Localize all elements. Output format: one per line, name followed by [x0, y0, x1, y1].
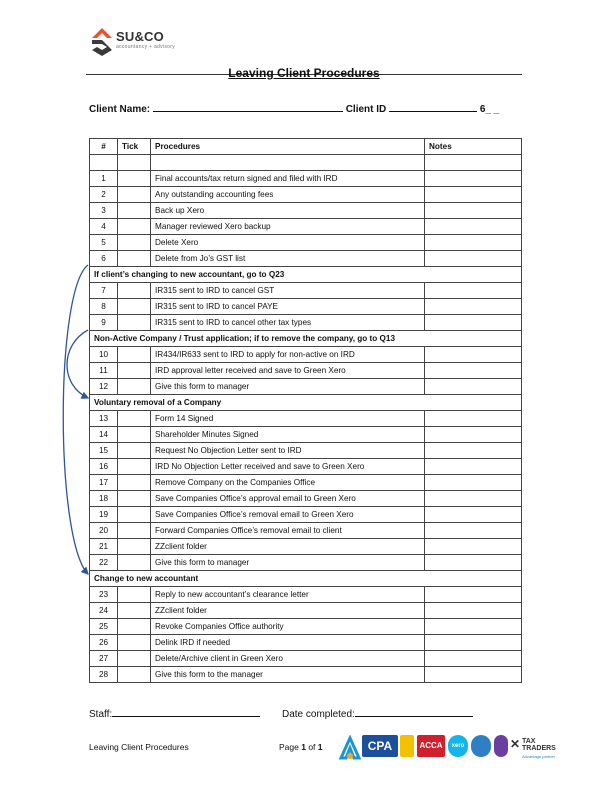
- procedure-text: Request No Objection Letter sent to IRD: [151, 443, 425, 459]
- cpa-badge: CPA: [362, 735, 398, 757]
- table-row: [90, 347, 522, 363]
- procedure-text: ZZclient folder: [151, 603, 425, 619]
- client-id-field[interactable]: [389, 101, 477, 112]
- table-row: [90, 363, 522, 379]
- table-row: [90, 667, 522, 683]
- notes-cell[interactable]: [425, 315, 522, 331]
- client-name-label: Client Name:: [89, 104, 151, 115]
- header-num: #: [90, 139, 118, 155]
- row-number: 7: [90, 283, 118, 299]
- procedure-text: Any outstanding accounting fees: [151, 187, 425, 203]
- row-number: 3: [90, 203, 118, 219]
- row-number: 16: [90, 459, 118, 475]
- footer-page-number: [279, 742, 323, 752]
- row-number: 14: [90, 427, 118, 443]
- tick-cell[interactable]: [118, 651, 151, 667]
- table-row: [90, 555, 522, 571]
- section-header-row: [90, 331, 522, 347]
- page-total: 1: [317, 742, 323, 752]
- procedure-text: Give this form to manager: [151, 379, 425, 395]
- row-number: 2: [90, 187, 118, 203]
- notes-cell[interactable]: [425, 587, 522, 603]
- procedure-text: IR315 sent to IRD to cancel GST: [151, 283, 425, 299]
- notes-cell[interactable]: [425, 427, 522, 443]
- row-number: 9: [90, 315, 118, 331]
- section-header-row: [90, 571, 522, 587]
- procedure-text: Delink IRD if needed: [151, 635, 425, 651]
- table-row: [90, 635, 522, 651]
- procedure-text: Delete/Archive client in Green Xero: [151, 651, 425, 667]
- notes-cell[interactable]: [425, 251, 522, 267]
- procedure-text: IR315 sent to IRD to cancel other tax types: [151, 315, 425, 331]
- section-header-row: [90, 267, 522, 283]
- procedure-text: Shareholder Minutes Signed: [151, 427, 425, 443]
- row-number: 15: [90, 443, 118, 459]
- procedure-text: IR315 sent to IRD to cancel PAYE: [151, 299, 425, 315]
- tax-traders-x-icon: ✕: [510, 737, 521, 751]
- tick-cell[interactable]: [118, 475, 151, 491]
- blank-cell: [151, 155, 425, 171]
- tick-cell[interactable]: [118, 443, 151, 459]
- row-number: 12: [90, 379, 118, 395]
- tick-cell[interactable]: [118, 427, 151, 443]
- notes-cell[interactable]: [425, 411, 522, 427]
- notes-cell[interactable]: [425, 219, 522, 235]
- blank-row: [90, 155, 522, 171]
- staff-label: Staff:: [89, 709, 113, 720]
- table-row: [90, 507, 522, 523]
- page-num: 1: [301, 742, 306, 752]
- row-number: 11: [90, 363, 118, 379]
- date-signoff: [282, 706, 473, 720]
- notes-cell[interactable]: [425, 363, 522, 379]
- tick-cell[interactable]: [118, 459, 151, 475]
- tick-cell[interactable]: [118, 619, 151, 635]
- notes-cell[interactable]: [425, 171, 522, 187]
- procedure-text: Give this form to the manager: [151, 667, 425, 683]
- notes-cell[interactable]: [425, 555, 522, 571]
- table-row: [90, 203, 522, 219]
- client-line: [89, 101, 499, 115]
- section-title: If client’s changing to new accountant, go to Q23: [90, 267, 522, 283]
- procedure-text: Save Companies Office’s approval email to Green Xero: [151, 491, 425, 507]
- table-row: [90, 475, 522, 491]
- procedure-text: Forward Companies Office’s removal email to client: [151, 523, 425, 539]
- logo-text: SU&CO: [116, 29, 164, 44]
- tick-cell[interactable]: [118, 347, 151, 363]
- row-number: 13: [90, 411, 118, 427]
- row-number: 18: [90, 491, 118, 507]
- header-tick: Tick: [118, 139, 151, 155]
- table-row: [90, 523, 522, 539]
- advisor-badge-icon: [471, 735, 491, 757]
- xero-badge: xero: [448, 735, 468, 757]
- notes-cell[interactable]: [425, 347, 522, 363]
- row-number: 10: [90, 347, 118, 363]
- blank-cell: [425, 155, 522, 171]
- tick-cell[interactable]: [118, 411, 151, 427]
- table-row: [90, 315, 522, 331]
- notes-cell[interactable]: [425, 459, 522, 475]
- arrow-q6-to-q23: [63, 265, 88, 574]
- tick-cell[interactable]: [118, 587, 151, 603]
- row-number: 1: [90, 171, 118, 187]
- table-row: [90, 651, 522, 667]
- ca-logo-icon: [338, 735, 362, 761]
- row-number: 26: [90, 635, 118, 651]
- tick-cell[interactable]: [118, 171, 151, 187]
- section-title: Non-Active Company / Trust application; if to remove the company, go to Q13: [90, 331, 522, 347]
- date-field[interactable]: [355, 706, 473, 717]
- table-row: [90, 411, 522, 427]
- logo-subtitle: accountancy + advisory: [116, 44, 175, 50]
- tick-cell[interactable]: [118, 251, 151, 267]
- tick-cell[interactable]: [118, 491, 151, 507]
- procedures-table: [89, 138, 522, 683]
- table-row: [90, 379, 522, 395]
- notes-cell[interactable]: [425, 235, 522, 251]
- blank-cell: [118, 155, 151, 171]
- row-number: 19: [90, 507, 118, 523]
- row-number: 21: [90, 539, 118, 555]
- page-prefix: Page: [279, 742, 302, 752]
- row-number: 5: [90, 235, 118, 251]
- section-title: Change to new accountant: [90, 571, 522, 587]
- table-row: [90, 235, 522, 251]
- procedure-text: Form 14 Signed: [151, 411, 425, 427]
- table-row: [90, 443, 522, 459]
- procedure-text: IRD No Objection Letter received and save to Green Xero: [151, 459, 425, 475]
- table-row: [90, 603, 522, 619]
- arrow-q9-to-q13: [67, 330, 88, 398]
- table-header-row: [90, 139, 522, 155]
- staff-signoff: [89, 706, 260, 720]
- row-number: 23: [90, 587, 118, 603]
- tick-cell[interactable]: [118, 523, 151, 539]
- table-row: [90, 539, 522, 555]
- notes-cell[interactable]: [425, 187, 522, 203]
- notes-cell[interactable]: [425, 635, 522, 651]
- notes-cell[interactable]: [425, 651, 522, 667]
- row-number: 27: [90, 651, 118, 667]
- tick-cell[interactable]: [118, 667, 151, 683]
- client-id-label: Client ID: [345, 104, 387, 115]
- tick-cell[interactable]: [118, 283, 151, 299]
- tick-cell[interactable]: [118, 603, 151, 619]
- notes-cell[interactable]: [425, 667, 522, 683]
- table-row: [90, 283, 522, 299]
- tick-cell[interactable]: [118, 219, 151, 235]
- header-notes: Notes: [425, 139, 522, 155]
- notes-cell[interactable]: [425, 475, 522, 491]
- notes-cell[interactable]: [425, 539, 522, 555]
- blank-cell: [90, 155, 118, 171]
- table-row: [90, 427, 522, 443]
- procedure-text: Final accounts/tax return signed and filed with IRD: [151, 171, 425, 187]
- table-row: [90, 187, 522, 203]
- notes-cell[interactable]: [425, 523, 522, 539]
- table-row: [90, 587, 522, 603]
- section-header-row: [90, 395, 522, 411]
- procedure-text: Remove Company on the Companies Office: [151, 475, 425, 491]
- table-row: [90, 171, 522, 187]
- tick-cell[interactable]: [118, 379, 151, 395]
- page-title: Leaving Client Procedures: [228, 66, 380, 80]
- procedure-text: Delete from Jo’s GST list: [151, 251, 425, 267]
- tick-cell[interactable]: [118, 299, 151, 315]
- notes-cell[interactable]: [425, 619, 522, 635]
- procedure-text: Give this form to manager: [151, 555, 425, 571]
- notes-cell[interactable]: [425, 379, 522, 395]
- tax-traders-sub: Advantage partner: [522, 754, 555, 759]
- table-row: [90, 299, 522, 315]
- footer-doc-name: Leaving Client Procedures: [89, 742, 189, 752]
- row-number: 17: [90, 475, 118, 491]
- procedure-text: Save Companies Office’s removal email to Green Xero: [151, 507, 425, 523]
- notes-cell[interactable]: [425, 491, 522, 507]
- procedure-text: Back up Xero: [151, 203, 425, 219]
- table-row: [90, 459, 522, 475]
- row-number: 8: [90, 299, 118, 315]
- table-row: [90, 491, 522, 507]
- client-id-value: 6_ _: [479, 104, 500, 115]
- tick-cell[interactable]: [118, 507, 151, 523]
- notes-cell[interactable]: [425, 203, 522, 219]
- tick-cell[interactable]: [118, 187, 151, 203]
- crest-icon: [400, 735, 414, 757]
- notes-cell[interactable]: [425, 283, 522, 299]
- notes-cell[interactable]: [425, 507, 522, 523]
- row-number: 22: [90, 555, 118, 571]
- tick-cell[interactable]: [118, 635, 151, 651]
- row-number: 20: [90, 523, 118, 539]
- procedure-text: Reply to new accountant’s clearance letter: [151, 587, 425, 603]
- page-mid: of: [305, 742, 318, 752]
- table-row: [90, 251, 522, 267]
- tick-cell[interactable]: [118, 555, 151, 571]
- table-row: [90, 219, 522, 235]
- row-number: 6: [90, 251, 118, 267]
- row-number: 28: [90, 667, 118, 683]
- tick-cell[interactable]: [118, 539, 151, 555]
- notes-cell[interactable]: [425, 603, 522, 619]
- tick-cell[interactable]: [118, 203, 151, 219]
- staff-field[interactable]: [112, 706, 260, 717]
- header-procedures: Procedures: [151, 139, 425, 155]
- row-number: 4: [90, 219, 118, 235]
- row-number: 24: [90, 603, 118, 619]
- row-number: 25: [90, 619, 118, 635]
- procedure-text: Revoke Companies Office authority: [151, 619, 425, 635]
- table-row: [90, 619, 522, 635]
- procedure-text: IRD approval letter received and save to Green Xero: [151, 363, 425, 379]
- procedure-text: Delete Xero: [151, 235, 425, 251]
- procedure-text: ZZclient folder: [151, 539, 425, 555]
- purple-badge-icon: [494, 735, 508, 757]
- tax-traders-label: TAX TRADERS: [522, 738, 556, 752]
- tick-cell[interactable]: [118, 363, 151, 379]
- tick-cell[interactable]: [118, 315, 151, 331]
- notes-cell[interactable]: [425, 443, 522, 459]
- procedure-text: Manager reviewed Xero backup: [151, 219, 425, 235]
- procedure-text: IR434/IR633 sent to IRD to apply for non-active on IRD: [151, 347, 425, 363]
- notes-cell[interactable]: [425, 299, 522, 315]
- acca-badge: ACCA: [417, 735, 445, 757]
- tick-cell[interactable]: [118, 235, 151, 251]
- date-label: Date completed:: [282, 709, 355, 720]
- section-title: Voluntary removal of a Company: [90, 395, 522, 411]
- client-name-field[interactable]: [153, 101, 343, 112]
